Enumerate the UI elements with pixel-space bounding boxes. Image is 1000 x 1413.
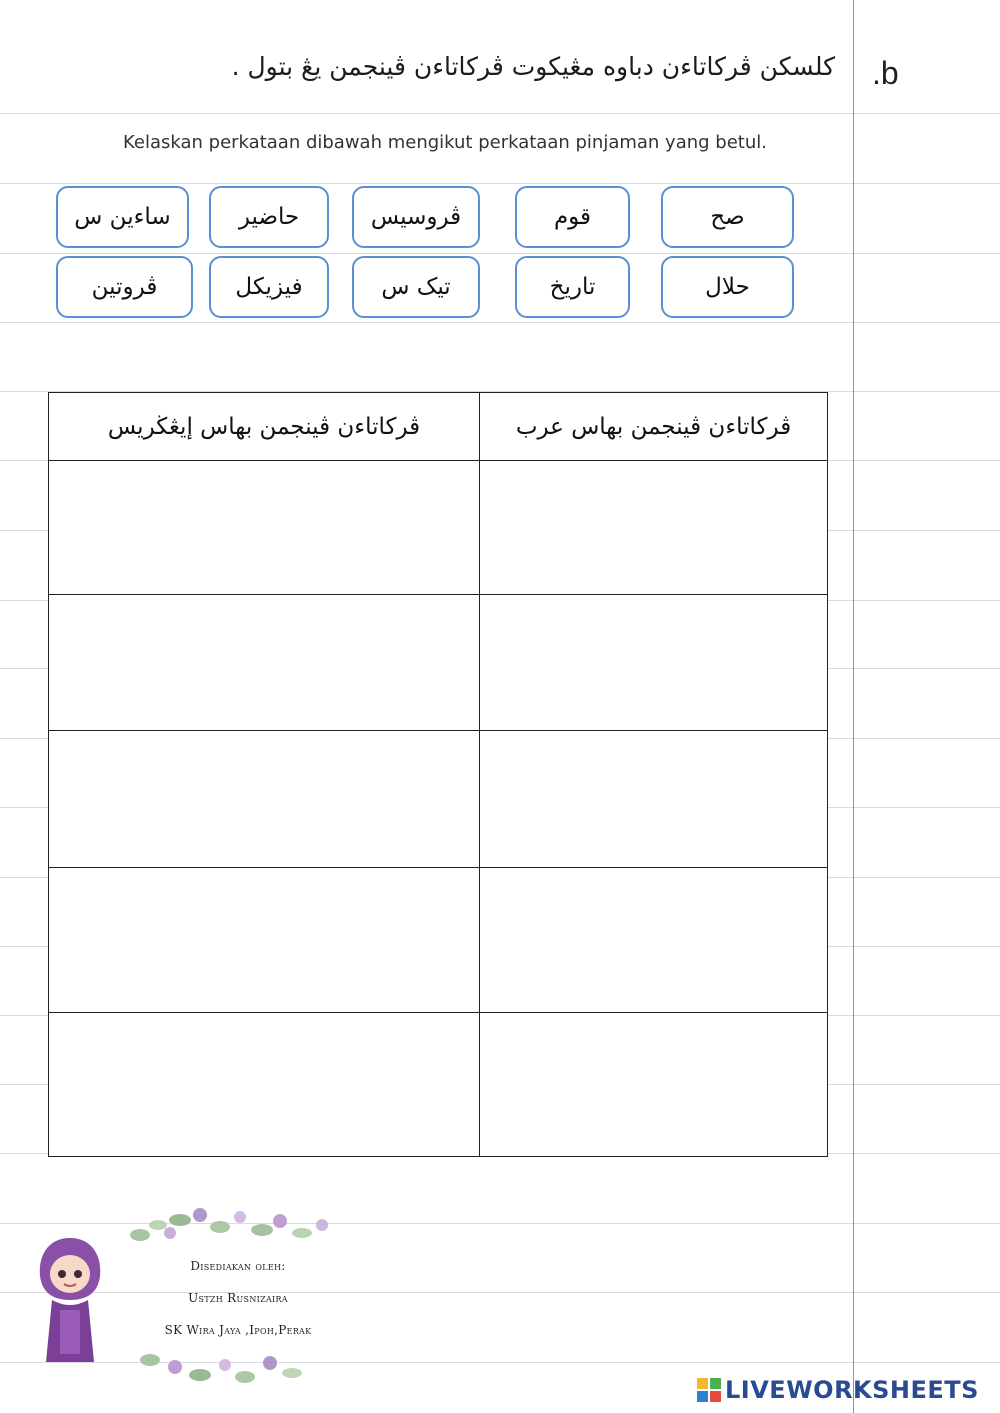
drop-cell-arabic[interactable] [480, 868, 828, 1013]
header-arabic-loanwords: ڤركاتاءن ڤينجمن بهاس عرب [480, 393, 828, 461]
ruled-line [0, 253, 1000, 254]
answer-table [48, 392, 828, 1157]
liveworksheets-brand [697, 1376, 979, 1404]
word-card[interactable]: صح [661, 186, 794, 248]
table-row [49, 595, 828, 731]
question-label: .b [872, 55, 899, 91]
table-row [49, 731, 828, 868]
word-card[interactable]: فيزيكل [209, 256, 329, 318]
drop-cell-arabic[interactable] [480, 731, 828, 868]
table-row [49, 868, 828, 1013]
drop-cell-english[interactable] [49, 461, 480, 595]
drop-cell-english[interactable] [49, 1013, 480, 1157]
header-english-loanwords: ڤركاتاءن ڤينجمن بهاس إيڠڬريس [49, 393, 480, 461]
drop-cell-arabic[interactable] [480, 1013, 828, 1157]
margin-line [853, 0, 854, 1413]
credit-line-prepared-by: Disediakan oleh: [190, 1259, 286, 1273]
table-row [49, 461, 828, 595]
credit-block [30, 1195, 350, 1395]
word-card[interactable]: ڤروسيس [352, 186, 480, 248]
word-card[interactable]: تيک س [352, 256, 480, 318]
drop-cell-english[interactable] [49, 595, 480, 731]
ruled-line [0, 322, 1000, 323]
credit-text [118, 1250, 358, 1346]
word-card[interactable]: حلال [661, 256, 794, 318]
drop-cell-english[interactable] [49, 868, 480, 1013]
drop-cell-arabic[interactable] [480, 595, 828, 731]
ruled-line [0, 113, 1000, 114]
drop-cell-arabic[interactable] [480, 461, 828, 595]
credit-line-teacher: Ustzh Rusnizaira [188, 1291, 288, 1305]
word-card[interactable]: ساءين س [56, 186, 189, 248]
drop-cell-english[interactable] [49, 731, 480, 868]
instruction-rumi: Kelaskan perkataan dibawah mengikut perkataan pinjaman yang betul. [123, 132, 767, 153]
word-card[interactable]: ڤروتين [56, 256, 193, 318]
word-card[interactable]: قوم [515, 186, 630, 248]
instruction-jawi: كلسكن ڤركاتاءن دباوه مڠيكوت ڤركاتاءن ڤينجمن يڠ بتول . [231, 52, 835, 81]
table-header-row [49, 393, 828, 461]
girl-avatar-illustration [30, 1230, 110, 1370]
liveworksheets-logo-icon [697, 1378, 721, 1402]
credit-line-school: SK Wira Jaya ,Ipoh,Perak [164, 1323, 312, 1337]
word-card[interactable]: حاضير [209, 186, 329, 248]
ruled-line [0, 183, 1000, 184]
table-row [49, 1013, 828, 1157]
word-card[interactable]: تاريخ [515, 256, 630, 318]
brand-text: LIVEWORKSHEETS [725, 1376, 979, 1404]
